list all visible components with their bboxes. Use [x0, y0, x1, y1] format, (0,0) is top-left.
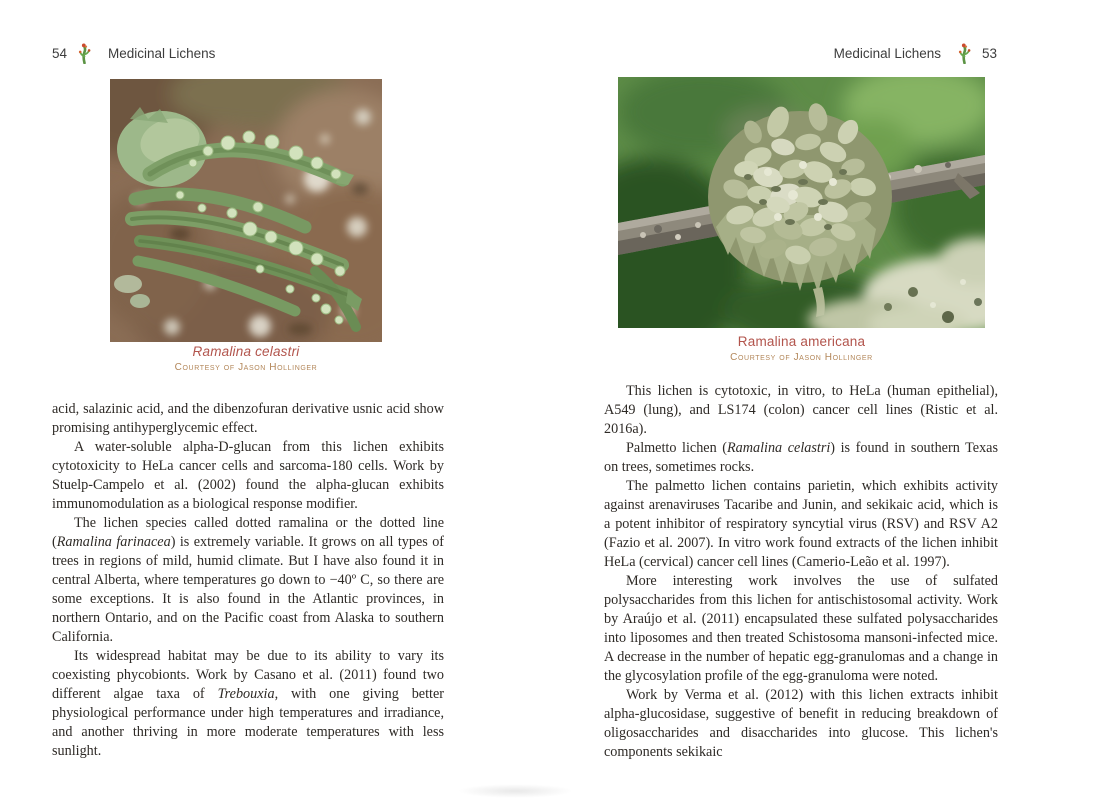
caption-species: Ramalina americana [737, 334, 866, 349]
body-paragraph: Its widespread habitat may be due to its ability to vary its coexisting phycobionts. Work by Casano et al. (2011) found two different algae taxa of Trebouxia, with one giving better physiological performance under high temperatures and irradiance, and another thriving in more moderate temperatures with less sunlight. [52, 648, 444, 759]
body-paragraph: The lichen species called dotted ramalina or the dotted line (Ramalina farinacea) is extremely variable. It grows on all types of trees in regions of mild, humid climate. But I have also found it in central Alberta, where temperatures go down to −40º C, so there are some exceptions. It is also found in the Atlantic provinces, in northern Ontario, and on the Pacific coast from Alaska to southern California. [52, 515, 445, 645]
page-header-right [834, 43, 997, 64]
body-paragraph: acid, salazinic acid, and the dibenzofuran derivative usnic acid show promising antihyperglycemic effect. [52, 401, 444, 436]
caption-credit: Courtesy of Jason Hollinger [174, 362, 318, 373]
body-text-left [52, 400, 444, 761]
photo-caption-right [618, 334, 985, 363]
page-number: 53 [981, 46, 997, 61]
caption-species: Ramalina celastri [192, 344, 300, 359]
page-header-left [52, 43, 215, 64]
photo-ramalina-americana [618, 77, 985, 328]
body-paragraph: A water-soluble alpha-D-glucan from this lichen exhibits cytotoxicity to HeLa cancer cells and sarcoma-180 cells. Work by Stuelp-Campelo et al. (2002) found the alpha-glucan exhibits immunomodulation as a biological response modifier. [52, 439, 444, 512]
lichen-icon [957, 43, 972, 64]
page-number: 54 [52, 46, 68, 61]
body-paragraph: Palmetto lichen (Ramalina celastri) is found in southern Texas on trees, sometimes rocks. [604, 440, 998, 475]
photo-ramalina-celastri [110, 79, 382, 342]
gutter-smudge [458, 784, 573, 798]
lichen-icon [77, 43, 92, 64]
body-paragraph: This lichen is cytotoxic, in vitro, to HeLa (human epithelial), A549 (lung), and LS174 (colon) cancer cell lines (Ristic et al. 2016a). [604, 383, 998, 437]
body-paragraph: More interesting work involves the use of sulfated polysaccharides from this lichen for antischistosomal activity. Work by Araújo et al. (2011) encapsulated these sulfated polysaccharides into liposomes and then treated Schistosoma mansoni-infected mice. A decrease in the number of hepatic egg-granulomas and a change in the glycosylation profile of the egg-granuloma were noted. [604, 573, 998, 684]
body-paragraph: The palmetto lichen contains parietin, which exhibits activity against arenaviruses Tacaribe and Junin, and sekikaic acid, which is a potent inhibitor of respiratory syncytial virus (RSV) and RSV A2 (Fazio et al. 2007). In vitro work found extracts of the lichen inhibit HeLa (cervical) cancer cell lines (Camerio-Leão et al. 1997). [604, 478, 998, 570]
photo-caption-left [110, 344, 382, 373]
header-title: Medicinal Lichens [108, 46, 216, 61]
body-paragraph: Work by Verma et al. (2012) with this lichen extracts inhibit alpha-glucosidase, suggestive of benefit in reducing breakdown of oligosaccharides and disaccharides into glucose. This lichen's components sekikaic [604, 687, 998, 760]
header-title: Medicinal Lichens [833, 46, 941, 61]
body-text-right [604, 382, 998, 762]
caption-credit: Courtesy of Jason Hollinger [730, 352, 873, 363]
